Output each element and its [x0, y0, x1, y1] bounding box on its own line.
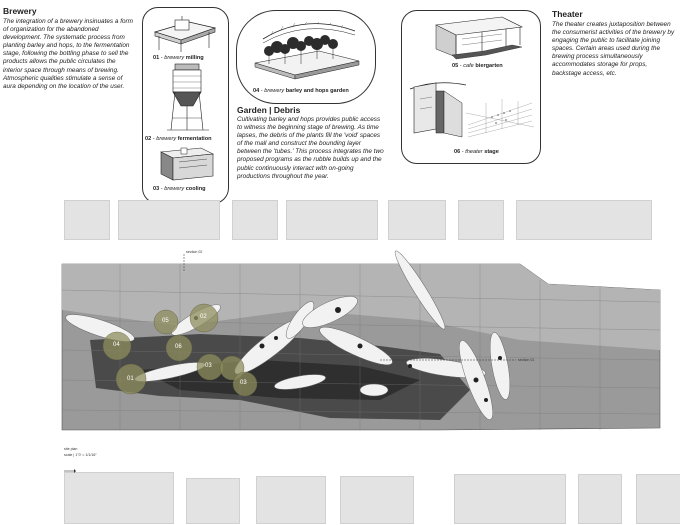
brewery-description: The integration of a brewery insinuates a form of organization for the abandoned development. The systematic process from planting barley and hops, to the fermentation stage, following the bottling phase to sell the products allows the public circulates the interior space through means of brewing. Atmospheric qualities stimulate a sense of aura depending on the location of the user. [3, 18, 134, 90]
theater-frame [401, 10, 541, 164]
north-arrow-icon [64, 460, 76, 464]
plan-label-01: 01 [127, 376, 134, 382]
site-plan-label: site plan [64, 447, 78, 451]
plan-label-04: 04 [113, 342, 120, 348]
scale-label: scale | 1"0' = 1/1/16" [64, 453, 97, 457]
hops-garden-drawing [249, 17, 365, 83]
plan-label-02: 02 [200, 314, 207, 320]
fermentation-tank-drawing [163, 62, 215, 134]
garden-frame [236, 10, 376, 104]
caption-milling: 01 - brewery milling [153, 55, 204, 61]
garden-description: Cultivating barley and hops provides public access to witness the beginning stage of brewing. As time lapses, the debris of the plants fill the 'void' spaces of the mall and construct the bounding layer between the 'tubes.' This process integrates the two proposed programs as the rubble builds up and the public continuously interact with on-going productions throughout the year. [237, 116, 384, 180]
milling-machine-drawing [149, 14, 221, 54]
section-02-marker: section 02 [186, 250, 203, 254]
caption-fermentation: 02 - brewery fermentation [145, 136, 212, 142]
theater-heading: Theater [552, 9, 583, 19]
plan-label-06: 06 [175, 344, 182, 350]
theater-stage-drawing [406, 73, 536, 145]
caption-biergarten: 05 - cafe biergarten [452, 63, 503, 69]
section-01-marker: section 01 [518, 358, 535, 362]
plan-label-03b: 03 [240, 380, 247, 386]
site-plan-drawing [0, 250, 680, 460]
brewery-process-frame [142, 7, 229, 204]
garden-heading: Garden | Debris [237, 105, 301, 115]
caption-theater-stage: 06 - theater stage [454, 149, 499, 155]
plan-label-03: 03 [205, 363, 212, 369]
cooling-unit-drawing [157, 144, 217, 184]
caption-garden: 04 - brewery barley and hops garden [253, 88, 349, 94]
plan-label-05: 05 [162, 318, 169, 324]
biergarten-drawing [422, 15, 526, 61]
theater-description: The theater creates juxtaposition between the consumerist activities of the brewery by engaging the public to facilitate joining spaces. Certain areas used during the brewing process simultaneously accommodates storage for props, backstage access, etc. [552, 21, 675, 77]
caption-cooling: 03 - brewery cooling [153, 186, 206, 192]
brewery-heading: Brewery [3, 6, 37, 16]
site-plan [0, 250, 680, 460]
